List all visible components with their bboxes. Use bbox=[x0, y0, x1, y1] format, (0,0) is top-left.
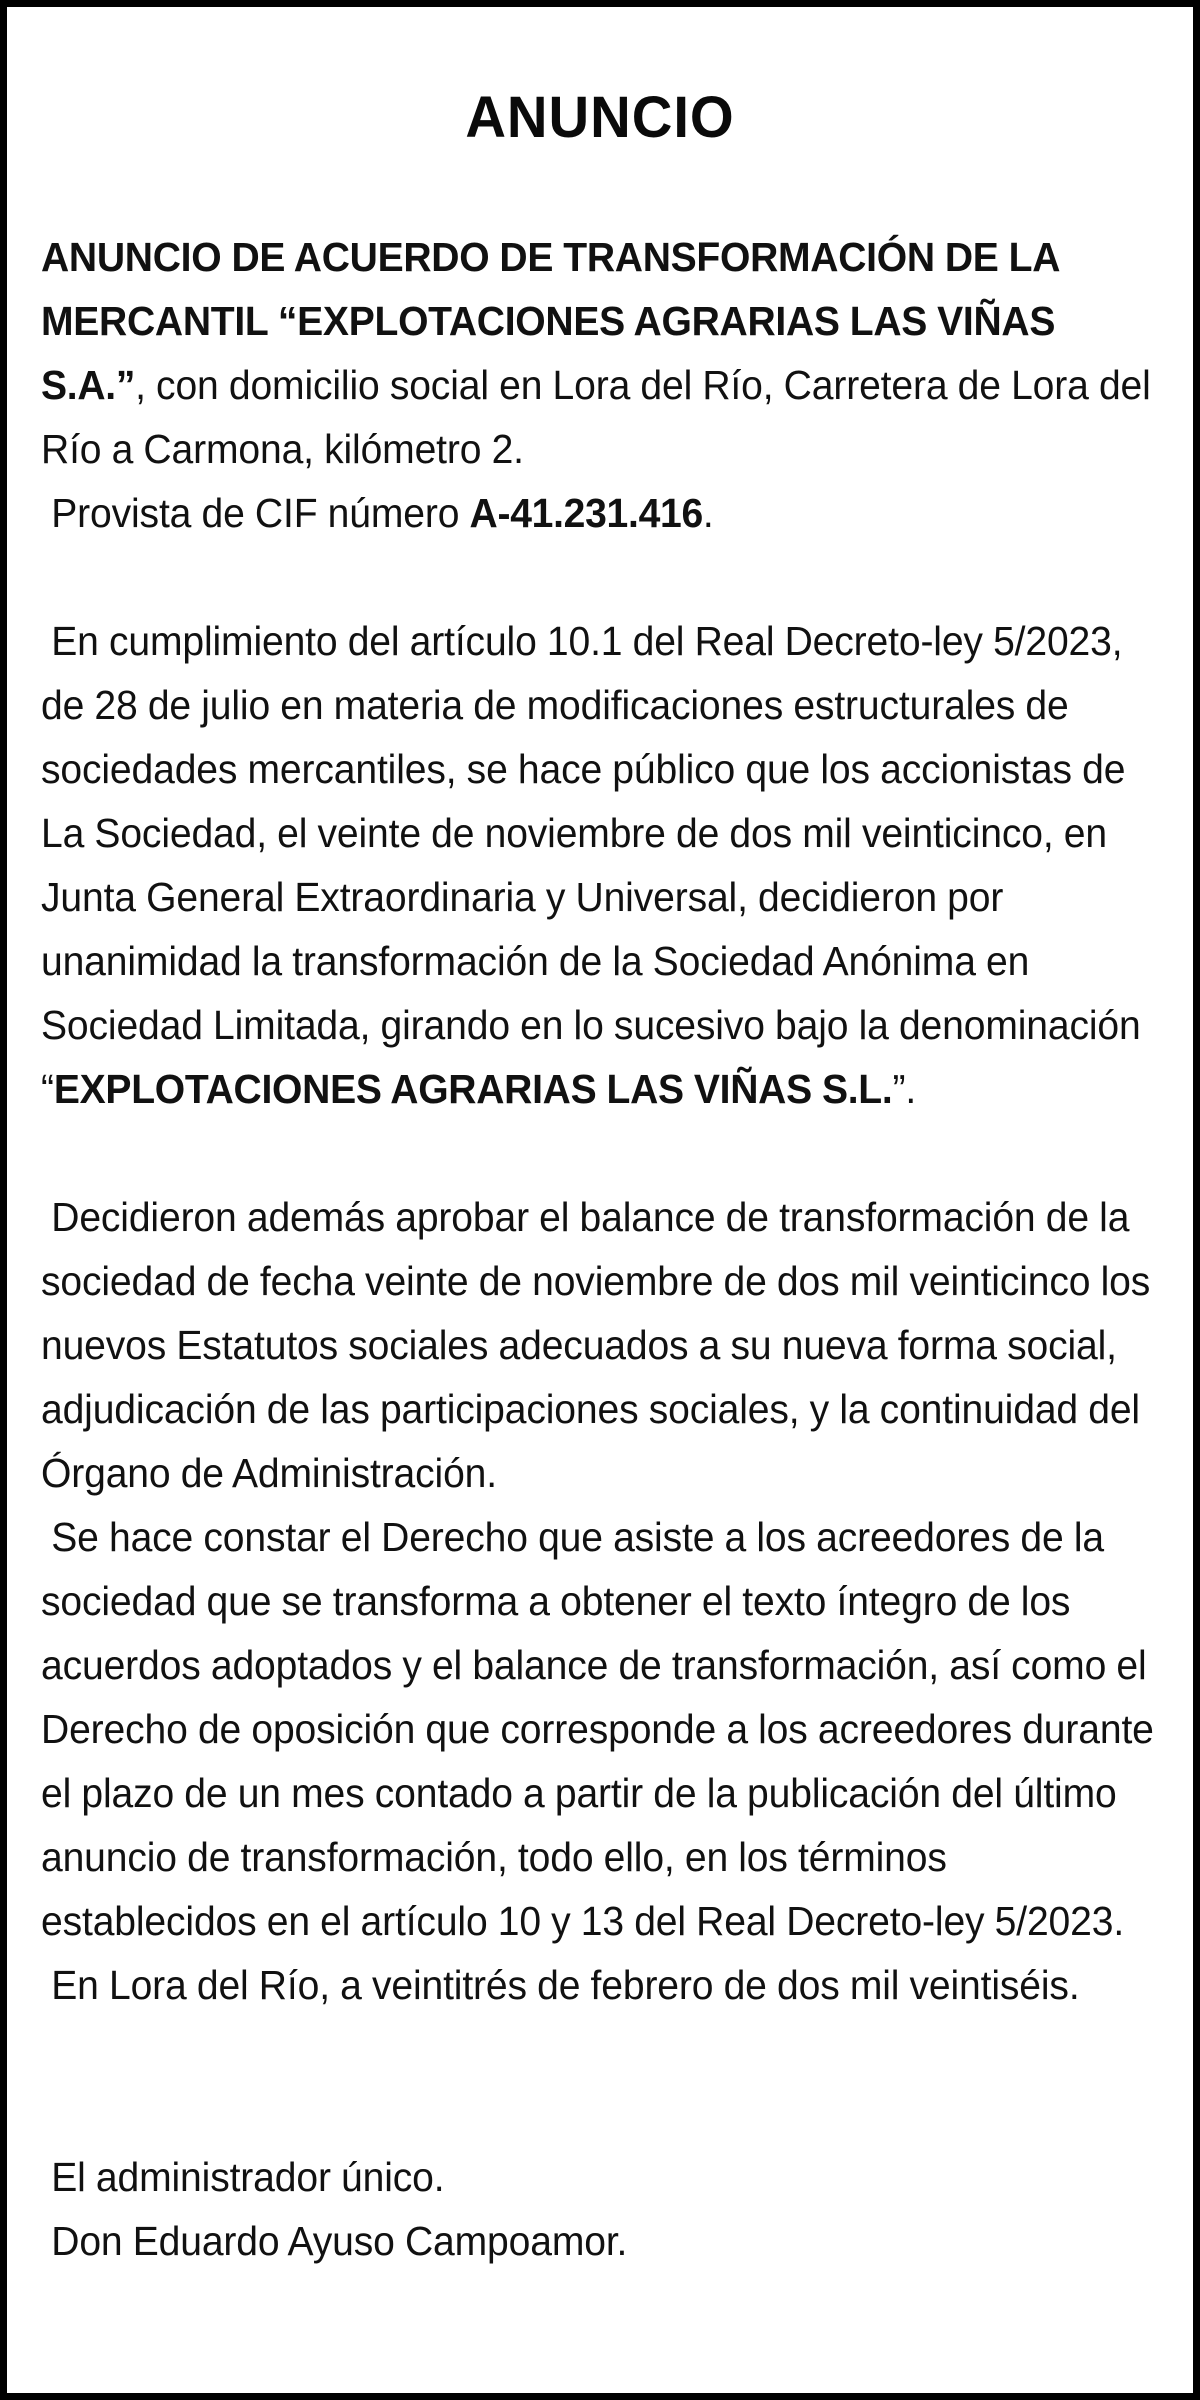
cif-paragraph bbox=[41, 481, 1159, 545]
cif-period: . bbox=[702, 490, 714, 536]
notice-content bbox=[7, 7, 1193, 2393]
signature-name: Don Eduardo Ayuso Campoamor. bbox=[51, 2218, 628, 2264]
signature-role: El administrador único. bbox=[51, 2154, 445, 2200]
paragraph-transformation bbox=[41, 609, 1159, 1121]
paragraph-place-and-date: En Lora del Río, a veintitrés de febrero de dos mil veintiséis. bbox=[51, 1962, 1080, 2008]
heading-address: , con domicilio social en Lora del Río, Carretera de Lora del Río a Carmona, kilómetro 2. bbox=[41, 362, 1151, 472]
paragraph-spacer-1 bbox=[41, 545, 1159, 609]
heading-paragraph bbox=[41, 225, 1159, 481]
paragraph-balance-approval: Decidieron además aprobar el balance de transformación de la sociedad de fecha veinte de noviembre de dos mil veinticinco los nuevos Estatutos sociales adecuados a su nueva forma social, adjudicación de las participaciones sociales, y la continuidad del Órgano de Administración. bbox=[41, 1194, 1151, 1496]
paragraph-spacer-3 bbox=[41, 2017, 1159, 2081]
cif-value: A-41.231.416 bbox=[469, 490, 703, 536]
new-company-name: EXPLOTACIONES AGRARIAS LAS VIÑAS S.L. bbox=[53, 1066, 893, 1112]
cif-label: Provista de CIF número bbox=[51, 490, 470, 536]
paragraph-transformation-text-part1: En cumplimiento del artículo 10.1 del Real Decreto-ley 5/2023, de 28 de julio en materia de modificaciones estructurales de sociedades mercantiles, se hace público que los accionistas de La Sociedad, el veinte de noviembre de dos mil veinticinco, en Junta General Extraordinaria y Universal, decidieron por unanimidad la transformación de la Sociedad Anónima en Sociedad Limitada, girando en lo sucesivo bajo la denominación “ bbox=[41, 618, 1141, 1112]
signature-block bbox=[41, 2145, 1159, 2273]
paragraph-transformation-text-part2: ”. bbox=[892, 1066, 917, 1112]
page-title: ANUNCIO bbox=[465, 85, 735, 150]
paragraph-creditor-rights: Se hace constar el Derecho que asiste a los acreedores de la sociedad que se transforma a obtener el texto íntegro de los acuerdos adoptados y el balance de transformación, así como el Derecho de oposición que corresponde a los acreedores durante el plazo de un mes contado a partir de la publicación del último anuncio de transformación, todo ello, en los términos establecidos en el artículo 10 y 13 del Real Decreto-ley 5/2023. bbox=[41, 1514, 1154, 1944]
heading-bold-lead: ANUNCIO DE ACUERDO DE TRANSFORMACIÓN DE LA MERCANTIL “EXPLOTACIONES AGRARIAS LAS VIÑAS S.A.” bbox=[41, 234, 1059, 408]
notice-body bbox=[41, 225, 1159, 2273]
paragraph-spacer-2 bbox=[41, 1121, 1159, 1185]
